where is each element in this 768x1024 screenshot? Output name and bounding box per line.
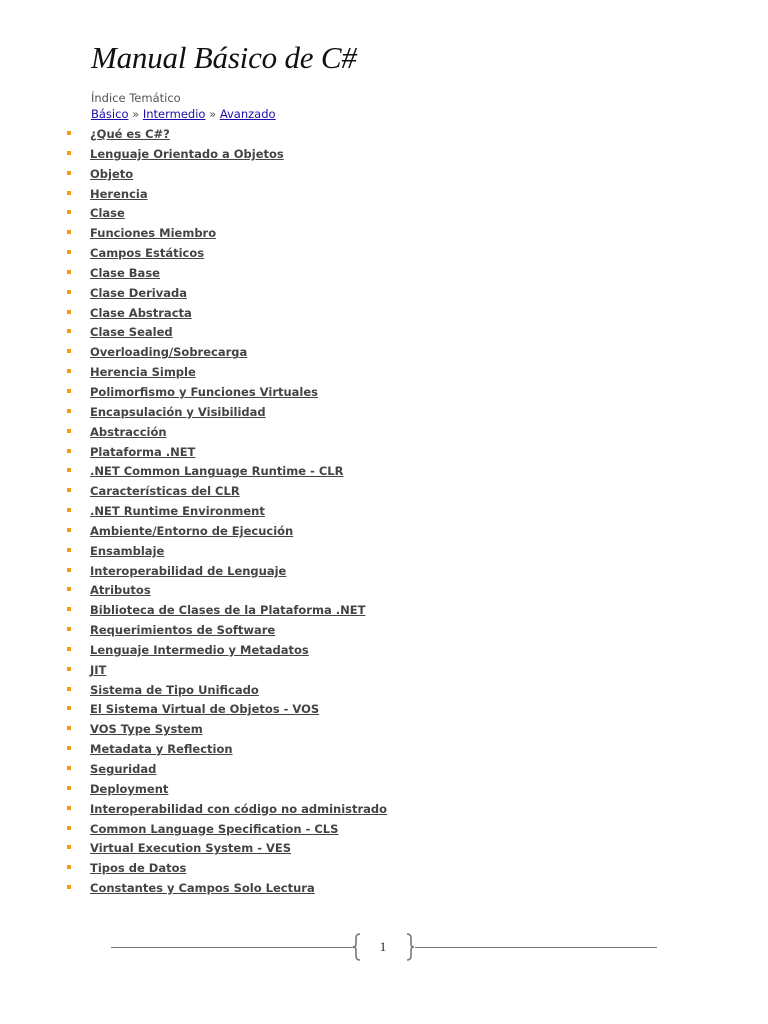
square-bullet-icon <box>67 667 71 671</box>
toc-link[interactable]: Interoperabilidad con código no administrado <box>90 801 388 816</box>
breadcrumb-separator: » <box>209 107 217 121</box>
toc-item <box>64 460 387 480</box>
toc-item <box>64 401 387 421</box>
square-bullet-icon <box>67 607 71 611</box>
toc-item <box>64 718 387 738</box>
footer-divider-right <box>415 947 657 948</box>
square-bullet-icon <box>67 786 71 790</box>
square-bullet-icon <box>67 528 71 532</box>
toc-item <box>64 500 387 520</box>
breadcrumb-link-intermedio[interactable]: Intermedio <box>142 107 206 121</box>
toc-link[interactable]: Tipos de Datos <box>90 861 187 876</box>
page-number: 1 <box>379 939 387 954</box>
index-subtitle: Índice Temático <box>91 91 181 105</box>
left-brace-icon <box>352 933 362 961</box>
toc-link[interactable]: Interoperabilidad de Lenguaje <box>90 563 287 578</box>
square-bullet-icon <box>67 488 71 492</box>
square-bullet-icon <box>67 865 71 869</box>
toc-link[interactable]: Ensamblaje <box>90 543 165 558</box>
square-bullet-icon <box>67 587 71 591</box>
square-bullet-icon <box>67 468 71 472</box>
square-bullet-icon <box>67 151 71 155</box>
square-bullet-icon <box>67 250 71 254</box>
toc-link[interactable]: .NET Common Language Runtime - CLR <box>90 464 344 479</box>
toc-link[interactable]: Deployment <box>90 781 169 796</box>
square-bullet-icon <box>67 429 71 433</box>
toc-link[interactable]: Campos Estáticos <box>90 246 205 261</box>
square-bullet-icon <box>67 449 71 453</box>
square-bullet-icon <box>67 270 71 274</box>
toc-item <box>64 321 387 341</box>
square-bullet-icon <box>67 826 71 830</box>
square-bullet-icon <box>67 885 71 889</box>
toc-link[interactable]: Clase Base <box>90 265 160 280</box>
toc-link[interactable]: Polimorfismo y Funciones Virtuales <box>90 384 319 399</box>
toc-link[interactable]: Herencia <box>90 186 148 201</box>
breadcrumb <box>91 107 276 121</box>
toc-link[interactable]: Clase Derivada <box>90 285 187 300</box>
toc-item <box>64 242 387 262</box>
toc-item <box>64 302 387 322</box>
square-bullet-icon <box>67 687 71 691</box>
square-bullet-icon <box>67 131 71 135</box>
toc-item <box>64 262 387 282</box>
square-bullet-icon <box>67 171 71 175</box>
square-bullet-icon <box>67 290 71 294</box>
toc-item <box>64 778 387 798</box>
toc-link[interactable]: Common Language Specification - CLS <box>90 821 339 836</box>
toc-item <box>64 698 387 718</box>
toc-link[interactable]: Biblioteca de Clases de la Plataforma .NET <box>90 603 366 618</box>
square-bullet-icon <box>67 647 71 651</box>
toc-link[interactable]: Lenguaje Intermedio y Metadatos <box>90 642 309 657</box>
toc-item <box>64 738 387 758</box>
toc-link[interactable]: Plataforma .NET <box>90 444 196 459</box>
toc-item <box>64 579 387 599</box>
toc-item <box>64 679 387 699</box>
toc-item <box>64 341 387 361</box>
square-bullet-icon <box>67 369 71 373</box>
toc-link[interactable]: Clase Sealed <box>90 325 173 340</box>
footer-divider-left <box>111 947 354 948</box>
toc-item <box>64 202 387 222</box>
toc-link[interactable]: Seguridad <box>90 762 157 776</box>
toc-link[interactable]: Metadata y Reflection <box>90 742 233 757</box>
breadcrumb-separator: » <box>132 107 140 121</box>
toc-item <box>64 798 387 818</box>
toc-link[interactable]: Atributos <box>90 583 151 598</box>
square-bullet-icon <box>67 508 71 512</box>
toc-link[interactable]: VOS Type System <box>90 722 203 737</box>
toc-item <box>64 599 387 619</box>
square-bullet-icon <box>67 230 71 234</box>
toc-item <box>64 381 387 401</box>
toc-link[interactable]: Funciones Miembro <box>90 226 217 241</box>
toc-item <box>64 818 387 838</box>
toc-item <box>64 361 387 381</box>
toc-link[interactable]: El Sistema Virtual de Objetos - VOS <box>90 702 320 717</box>
toc-item <box>64 540 387 560</box>
square-bullet-icon <box>67 806 71 810</box>
square-bullet-icon <box>67 845 71 849</box>
toc-link[interactable]: Clase <box>90 206 125 221</box>
toc-item <box>64 421 387 441</box>
right-brace-icon <box>405 933 415 961</box>
toc-link[interactable]: Abstracción <box>90 424 167 439</box>
toc-link[interactable]: Constantes y Campos Solo Lectura <box>90 881 315 896</box>
toc-item <box>64 143 387 163</box>
toc-link[interactable]: Ambiente/Entorno de Ejecución <box>90 523 294 538</box>
toc-link[interactable]: Overloading/Sobrecarga <box>90 345 248 360</box>
toc-link[interactable]: Encapsulación y Visibilidad <box>90 404 266 419</box>
toc-link[interactable]: Virtual Execution System - VES <box>90 841 292 856</box>
toc-item <box>64 480 387 500</box>
breadcrumb-link-avanzado[interactable]: Avanzado <box>219 107 276 121</box>
square-bullet-icon <box>67 210 71 214</box>
toc-link[interactable]: Sistema de Tipo Unificado <box>90 682 259 697</box>
square-bullet-icon <box>67 627 71 631</box>
toc-link[interactable]: Lenguaje Orientado a Objetos <box>90 146 284 161</box>
toc-link[interactable]: JIT <box>90 662 107 677</box>
toc-link[interactable]: Clase Abstracta <box>90 305 192 320</box>
toc-item <box>64 520 387 540</box>
toc-item <box>64 877 387 897</box>
square-bullet-icon <box>67 329 71 333</box>
square-bullet-icon <box>67 349 71 353</box>
table-of-contents <box>64 123 387 897</box>
toc-item <box>64 163 387 183</box>
toc-link[interactable]: Características del CLR <box>90 484 240 499</box>
toc-link[interactable]: Objeto <box>90 166 134 181</box>
square-bullet-icon <box>67 766 71 770</box>
square-bullet-icon <box>67 726 71 730</box>
toc-link[interactable]: Requerimientos de Software <box>90 623 276 638</box>
toc-item <box>64 123 387 143</box>
toc-item <box>64 183 387 203</box>
toc-item <box>64 560 387 580</box>
square-bullet-icon <box>67 548 71 552</box>
square-bullet-icon <box>67 568 71 572</box>
square-bullet-icon <box>67 706 71 710</box>
toc-link[interactable]: Herencia Simple <box>90 365 196 380</box>
toc-item <box>64 639 387 659</box>
breadcrumb-link-basico[interactable]: Básico <box>91 107 129 121</box>
toc-item <box>64 441 387 461</box>
toc-item <box>64 282 387 302</box>
square-bullet-icon <box>67 409 71 413</box>
square-bullet-icon <box>67 389 71 393</box>
toc-item <box>64 619 387 639</box>
toc-item <box>64 837 387 857</box>
toc-item <box>64 222 387 242</box>
square-bullet-icon <box>67 310 71 314</box>
square-bullet-icon <box>67 191 71 195</box>
toc-item <box>64 758 387 778</box>
toc-item <box>64 659 387 679</box>
toc-link[interactable]: .NET Runtime Environment <box>90 504 265 519</box>
toc-link[interactable]: ¿Qué es C#? <box>90 127 170 141</box>
document-title: Manual Básico de C# <box>91 40 357 75</box>
toc-item <box>64 857 387 877</box>
square-bullet-icon <box>67 746 71 750</box>
